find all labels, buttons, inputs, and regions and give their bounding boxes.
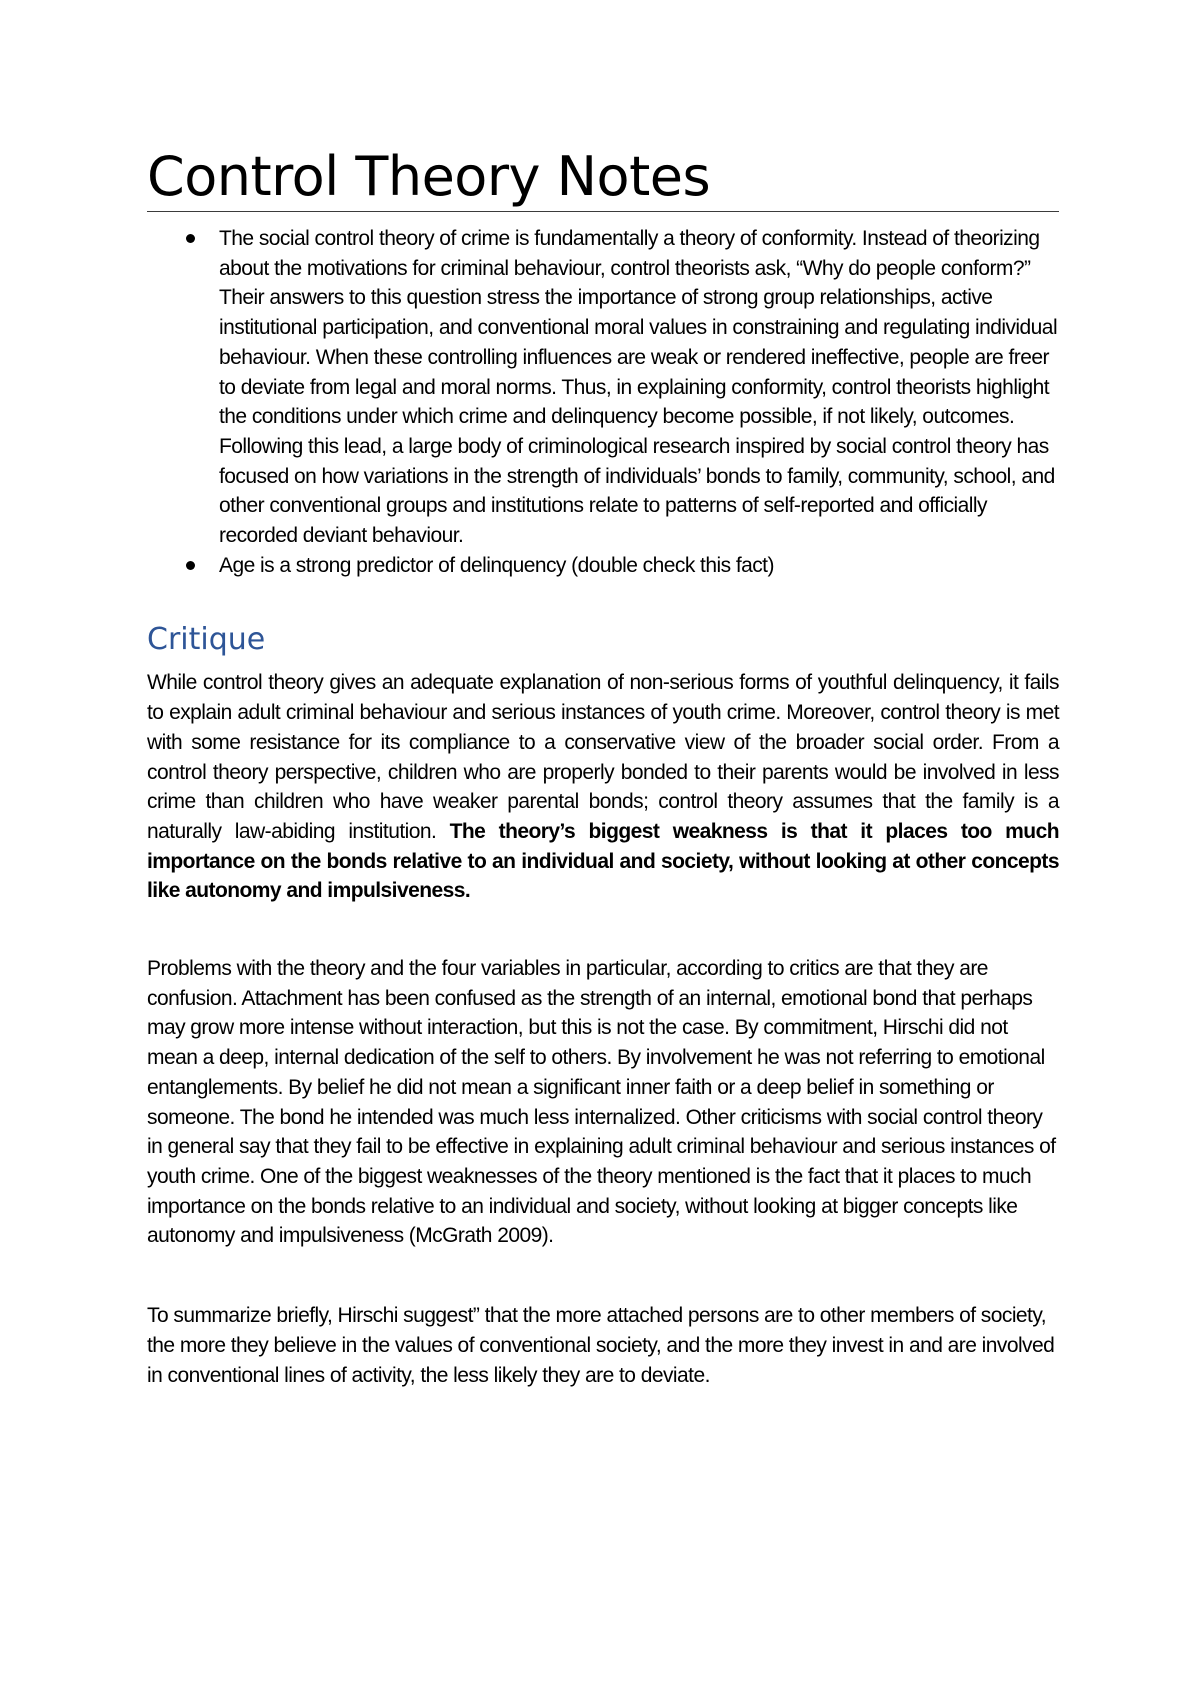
list-item — [147, 551, 1059, 581]
critique-bold-text: The theory’s biggest weakness is that it places too much importance on the bonds relative to an individual and society, without looking at other concepts like autonomy and impulsiveness. — [147, 819, 1059, 903]
problems-paragraph: Problems with the theory and the four variables in particular, according to critics are that they are confusion. Attachment has been confused as the strength of an internal, emotional bond that perhaps may grow more intense without interaction, but this is not the case. By commitment, Hirschi did not mean a deep, internal dedication of the self to others. By involvement he was not referring to emotional entanglements. By belief he did not mean a significant inner faith or a deep belief in something or someone. The bond he intended was much less internalized. Other criticisms with social control theory in general say that they fail to be effective in explaining adult criminal behaviour and serious instances of youth crime. One of the biggest weaknesses of the theory mentioned is the fact that it places to much importance on the bonds relative to an individual and society, without looking at bigger concepts like autonomy and impulsiveness (McGrath 2009). — [147, 957, 1056, 1248]
summary-paragraph: To summarize briefly, Hirschi suggest” that the more attached persons are to other members of society, the more they believe in the values of conventional society, and the more they invest in and are involved in conventional lines of activity, the less likely they are to deviate. — [147, 1304, 1055, 1387]
notes-bullet-list — [147, 224, 1059, 580]
bullet-text: The social control theory of crime is fundamentally a theory of conformity. Instead of theorizing about the motivations for criminal behaviour, control theorists ask, “Why do people conform?” Their answers to this question stress the importance of strong group relationships, active institutional participation, and conventional moral values in constraining and regulating individual behaviour. When these controlling influences are weak or rendered ineffective, people are freer to deviate from legal and moral norms. Thus, in explaining conformity, control theorists highlight the conditions under which crime and delinquency become possible, if not likely, outcomes. Following this lead, a large body of criminological research inspired by social control theory has focused on how variations in the strength of individuals’ bonds to family, community, school, and other conventional groups and institutions relate to patterns of self-reported and officially recorded deviant behaviour. — [219, 227, 1058, 548]
document-page — [147, 0, 1059, 1390]
bullet-text: Age is a strong predictor of delinquency (double check this fact) — [219, 553, 774, 577]
critique-paragraph — [147, 668, 1059, 906]
list-item — [147, 224, 1059, 551]
critique-heading: Critique — [147, 622, 266, 658]
critique-text: While control theory gives an adequate explanation of non-serious forms of youthful delinquency, it fails to explain adult criminal behaviour and serious instances of youth crime. Moreover, control theory is met with some resistance for its compliance to a conservative view of the broader social order. From a control theory perspective, children who are properly bonded to their parents would be involved in less crime than children who have weaker parental bonds; control theory assumes that the family is a naturally law-abiding institution. — [147, 671, 1059, 843]
page-title: Control Theory Notes — [147, 0, 1059, 212]
bullet-icon — [186, 561, 195, 570]
bullet-icon — [186, 234, 195, 243]
